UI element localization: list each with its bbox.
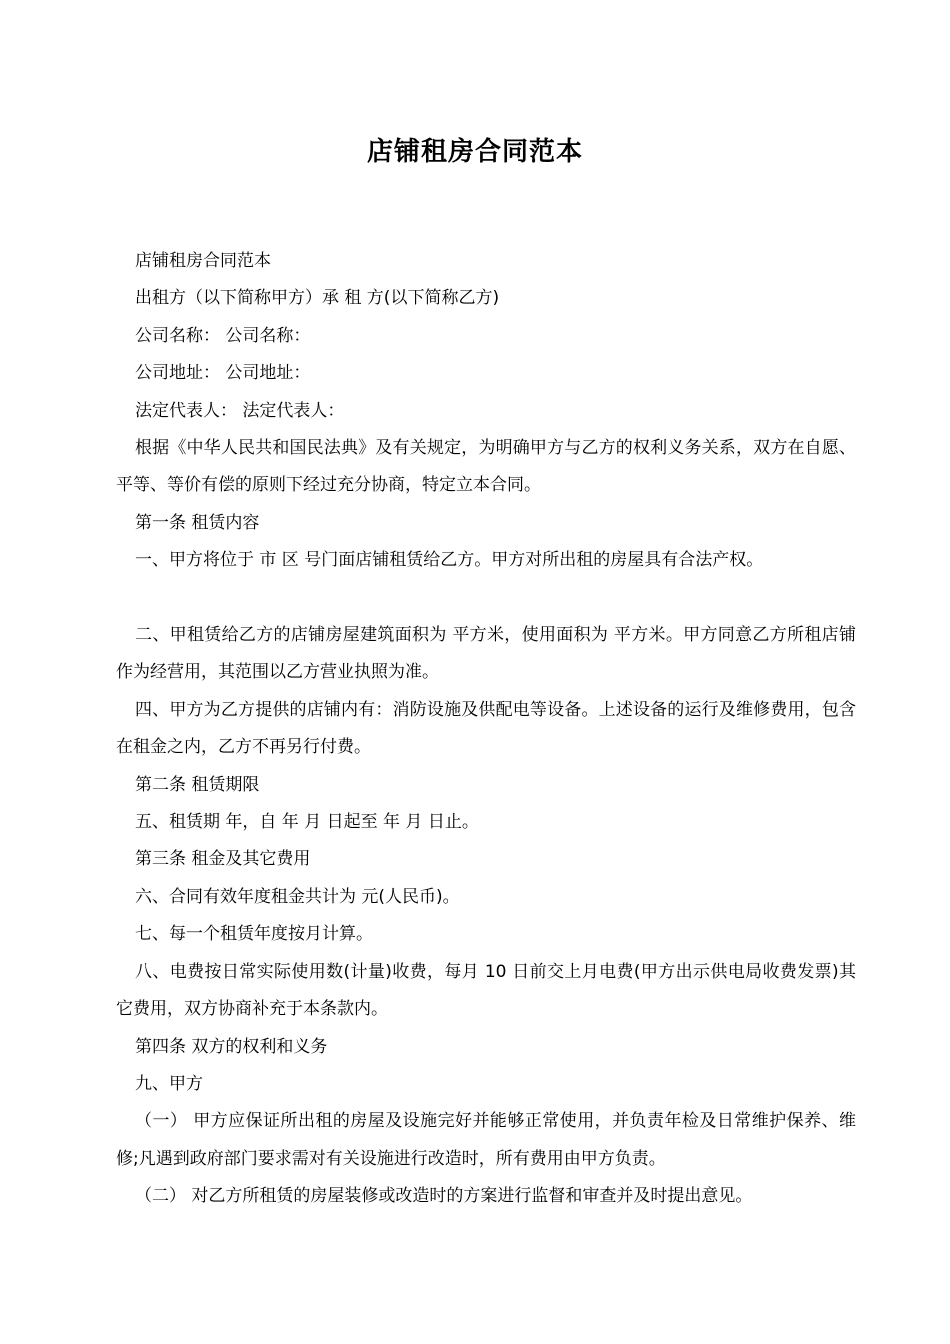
clause-9-item-1: （一） 甲方应保证所出租的房屋及设施完好并能够正常使用，并负责年检及日常维护保养、维修;凡遇到政府部门要求需对有关设施进行改造时，所有费用由甲方负责。 — [116, 1111, 856, 1169]
document-title: 店铺租房合同范本 — [366, 137, 583, 167]
clause-1: 一、甲方将位于 市 区 号门面店铺租赁给乙方。甲方对所出租的房屋具有合法产权。 — [135, 550, 764, 571]
clause-8: 八、电费按日常实际使用数(计量)收费，每月 10 日前交上月电费(甲方出示供电局收费发票)其它费用，双方协商补充于本条款内。 — [116, 961, 856, 1020]
article-2-heading: 第二条 租赁期限 — [135, 774, 260, 795]
document-body — [116, 243, 856, 1216]
article-4-heading: 第四条 双方的权利和义务 — [135, 1036, 328, 1057]
clause-7: 七、每一个租赁年度按月计算。 — [135, 924, 373, 945]
article-1-heading: 第一条 租赁内容 — [135, 512, 260, 533]
clause-9: 九、甲方 — [135, 1073, 203, 1094]
paragraph-preamble: 根据《中华人民共和国民法典》及有关规定，为明确甲方与乙方的权利义务关系，双方在自愿、平等、等价有偿的原则下经过充分协商，特定立本合同。 — [116, 438, 856, 496]
clause-2: 二、甲租赁给乙方的店铺房屋建筑面积为 平方米，使用面积为 平方米。甲方同意乙方所租店铺作为经营用，其范围以乙方营业执照为准。 — [116, 625, 856, 683]
paragraph-parties: 出租方（以下简称甲方）承 租 方(以下简称乙方) — [135, 288, 500, 309]
article-3-heading: 第三条 租金及其它费用 — [135, 849, 311, 870]
paragraph-company-address: 公司地址： 公司地址： — [135, 363, 311, 384]
paragraph-heading: 店铺租房合同范本 — [135, 251, 271, 271]
paragraph-company-name: 公司名称： 公司名称： — [135, 325, 311, 346]
clause-4: 四、甲方为乙方提供的店铺内有：消防设施及供配电等设备。上述设备的运行及维修费用，包含在租金之内，乙方不再另行付费。 — [116, 699, 856, 758]
clause-6: 六、合同有效年度租金共计为 元(人民币)。 — [135, 886, 460, 907]
clause-5: 五、租赁期 年，自 年 月 日起至 年 月 日止。 — [135, 812, 479, 833]
paragraph-legal-representative: 法定代表人： 法定代表人： — [135, 400, 345, 421]
clause-9-item-2: （二） 对乙方所租赁的房屋装修或改造时的方案进行监督和审查并及时提出意见。 — [135, 1186, 753, 1207]
blank-line — [116, 580, 856, 617]
